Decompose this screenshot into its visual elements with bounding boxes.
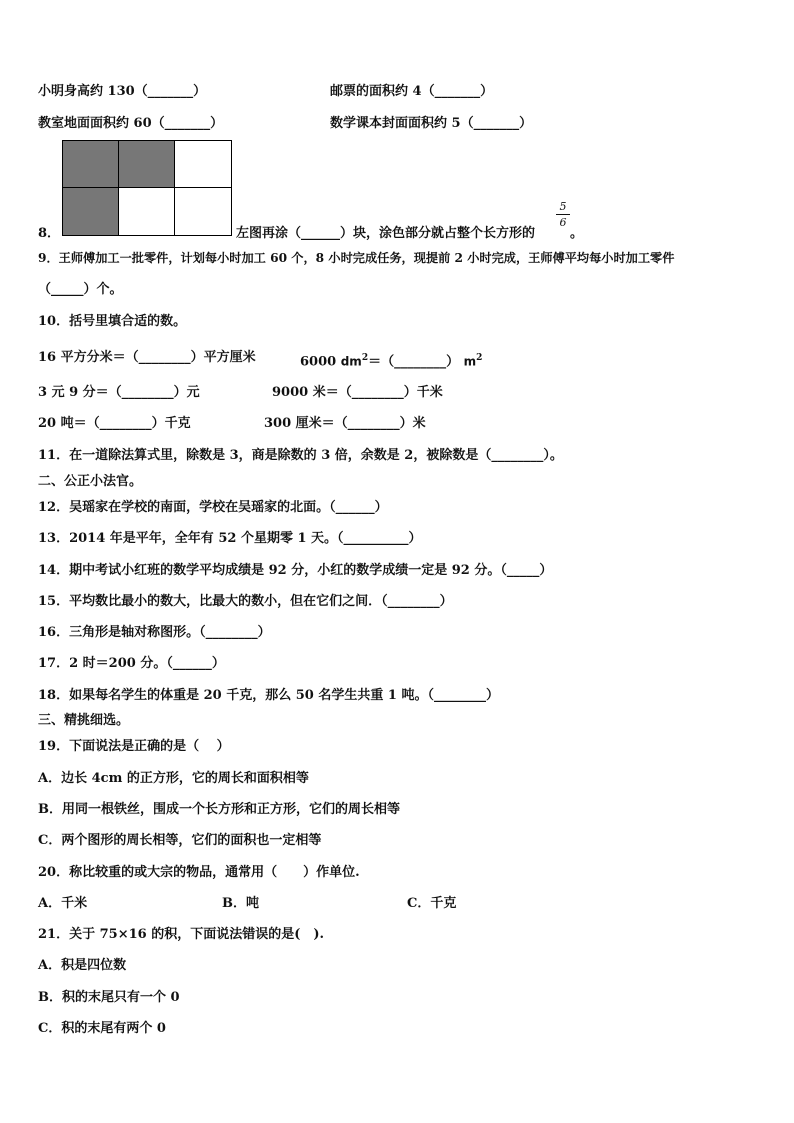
q12: 12．吴瑶家在学校的南面，学校在吴瑶家的北面。（______） [38,500,388,515]
q19-stem: 19．下面说法是正确的是（ ） [38,739,230,754]
q10-row2-right: 9000 米＝（________）千米 [272,385,443,400]
q18: 18．如果每名学生的体重是 20 千克，那么 50 名学生共重 1 吨。（________） [38,688,499,703]
q20-option-a: A．千米 [38,896,88,911]
q8-rectangle-grid [62,140,232,236]
q10-row3-left: 20 吨＝（________）千克 [38,416,191,431]
q9-line1: 9．王师傅加工一批零件，计划每小时加工 60 个，8 小时完成任务，现提前 2 小时完成，王师傅平均每小时加工零件 [38,251,675,265]
grid-cell-shaded [63,188,119,235]
q15: 15．平均数比最小的数大，比最大的数小，但在它们之间．（________） [38,594,453,609]
q21-option-b: B．积的末尾只有一个 0 [38,990,180,1005]
q11: 11．在一道除法算式里，除数是 3，商是除数的 3 倍，余数是 2，被除数是（________）。 [38,448,563,463]
q10-title: 10．括号里填合适的数。 [38,314,187,329]
section-2-heading: 二、公正小法官。 [38,474,143,489]
q21-option-c: C．积的末尾有两个 0 [38,1021,166,1036]
q17: 17．2 时＝200 分。（______） [38,656,225,671]
q10-row1-right [300,350,482,370]
grid-cell-shaded [63,141,119,188]
q20-option-c: C．千克 [407,896,457,911]
fraction-numerator: 5 [559,200,567,213]
q20-option-b: B．吨 [222,896,259,911]
q7-item-height: 小明身高约 130（_______） [38,84,207,99]
fraction-bar [556,214,570,215]
grid-cell-blank [175,188,231,235]
unit-m: m [463,354,477,369]
q20-stem: 20．称比较重的或大宗的物品，通常用（ ）作单位. [38,865,360,880]
q10-row3-right: 300 厘米＝（________）米 [264,416,426,431]
q14: 14．期中考试小红班的数学平均成绩是 92 分，小红的数学成绩一定是 92 分。（_____） [38,563,553,578]
q10-row1-blank: ＝（________） [368,354,460,370]
q10-row2-left: 3 元 9 分＝（________）元 [38,385,200,400]
q8-number: 8． [38,226,61,241]
q21-option-a: A．积是四位数 [38,958,127,973]
q9-line2: （_____）个。 [38,282,123,297]
unit-dm: dm [340,354,362,369]
q10-row1-left: 16 平方分米＝（________）平方厘米 [38,350,256,365]
grid-cell-shaded [119,141,175,188]
q16: 16．三角形是轴对称图形。（________） [38,625,271,640]
q7-item-textbook: 数学课本封面面积约 5（_______） [330,116,533,131]
q19-option-b: B．用同一根铁丝，围成一个长方形和正方形，它们的周长相等 [38,802,400,817]
q7-item-classroom: 教室地面面积约 60（_______） [38,116,224,131]
q8-fraction [556,200,570,229]
q8-text: 左图再涂（______）块，涂色部分就占整个长方形的 [236,226,536,241]
grid-cell-blank [175,141,231,188]
superscript: 2 [361,353,369,363]
grid-cell-blank [119,188,175,235]
q21-stem: 21．关于 75×16 的积，下面说法错误的是( ). [38,927,325,942]
q19-option-a: A．边长 4cm 的正方形，它的周长和面积相等 [38,771,309,786]
q13: 13．2014 年是平年，全年有 52 个星期零 1 天。（__________） [38,531,422,546]
q7-item-stamp: 邮票的面积约 4（_______） [330,84,494,99]
q10-row1-value: 6000 [300,354,337,370]
fraction-denominator: 6 [559,216,567,229]
superscript: 2 [476,353,483,363]
q8-end: 。 [570,226,584,241]
section-3-heading: 三、精挑细选。 [38,713,130,728]
q19-option-c: C．两个图形的周长相等，它们的面积也一定相等 [38,833,322,848]
